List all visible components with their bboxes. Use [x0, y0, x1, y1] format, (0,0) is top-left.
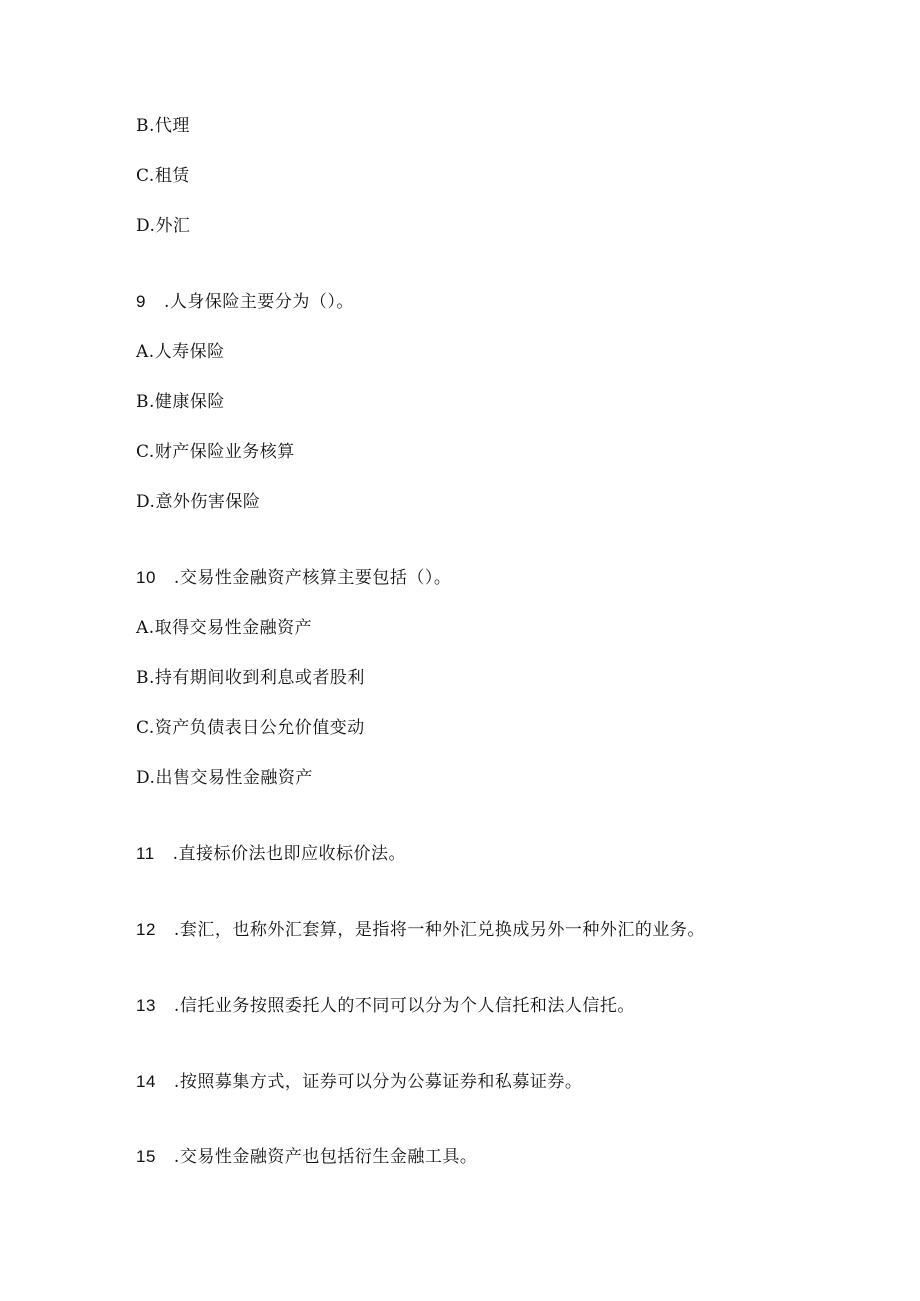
question-9	[136, 290, 354, 314]
option-d-prev	[136, 214, 190, 238]
option-letter: C.	[136, 166, 155, 186]
statement-text: .按照募集方式，证券可以分为公募证券和私募证券。	[173, 1072, 583, 1092]
option-letter: C.	[136, 718, 155, 738]
statement-text: .直接标价法也即应收标价法。	[172, 844, 407, 864]
statement-text: .信托业务按照委托人的不同可以分为个人信托和法人信托。	[173, 996, 635, 1016]
question-10-option-d	[136, 766, 313, 790]
option-letter: B.	[136, 668, 155, 688]
option-text: 人寿保险	[154, 342, 225, 362]
option-letter: D.	[136, 768, 156, 788]
statement-11	[136, 842, 406, 866]
statement-15	[136, 1145, 477, 1169]
option-letter: A.	[136, 618, 155, 638]
option-text: 资产负债表日公允价值变动	[154, 718, 365, 738]
option-text: 持有期间收到利息或者股利	[154, 668, 365, 688]
question-10-option-c	[136, 716, 365, 740]
statement-number: 15	[136, 1147, 156, 1166]
question-9-option-c	[136, 440, 295, 464]
statement-number: 13	[136, 996, 156, 1015]
option-letter: A.	[136, 342, 155, 362]
option-text: 意外伤害保险	[155, 492, 261, 512]
question-9-option-b	[136, 390, 225, 414]
question-9-option-a	[136, 340, 225, 364]
option-c-prev	[136, 164, 190, 188]
statement-text: .套汇，也称外汇套算，是指将一种外汇兑换成另外一种外汇的业务。	[173, 920, 705, 940]
statement-number: 12	[136, 920, 156, 939]
option-text: 代理	[154, 116, 190, 136]
option-letter: B.	[136, 392, 155, 412]
option-letter: D.	[136, 492, 156, 512]
question-number: 10	[136, 568, 156, 587]
statement-text: .交易性金融资产也包括衍生金融工具。	[173, 1147, 478, 1167]
question-number: 9	[136, 292, 146, 311]
statement-13	[136, 994, 635, 1018]
option-text: 租赁	[154, 166, 190, 186]
option-letter: B.	[136, 116, 155, 136]
statement-number: 11	[136, 844, 155, 863]
statement-number: 14	[136, 1072, 156, 1091]
option-letter: D.	[136, 216, 156, 236]
option-text: 取得交易性金融资产	[154, 618, 313, 638]
statement-12	[136, 918, 705, 942]
option-text: 出售交易性金融资产	[155, 768, 313, 788]
option-letter: C.	[136, 442, 155, 462]
option-text: 财产保险业务核算	[154, 442, 295, 462]
question-text: .人身保险主要分为（）。	[163, 292, 354, 312]
question-10-option-a	[136, 616, 312, 640]
question-10-option-b	[136, 666, 365, 690]
statement-14	[136, 1070, 582, 1094]
question-9-option-d	[136, 490, 260, 514]
question-text: .交易性金融资产核算主要包括（）。	[173, 568, 452, 588]
option-text: 健康保险	[154, 392, 225, 412]
option-b-prev	[136, 114, 190, 138]
option-text: 外汇	[155, 216, 191, 236]
question-10	[136, 566, 451, 590]
